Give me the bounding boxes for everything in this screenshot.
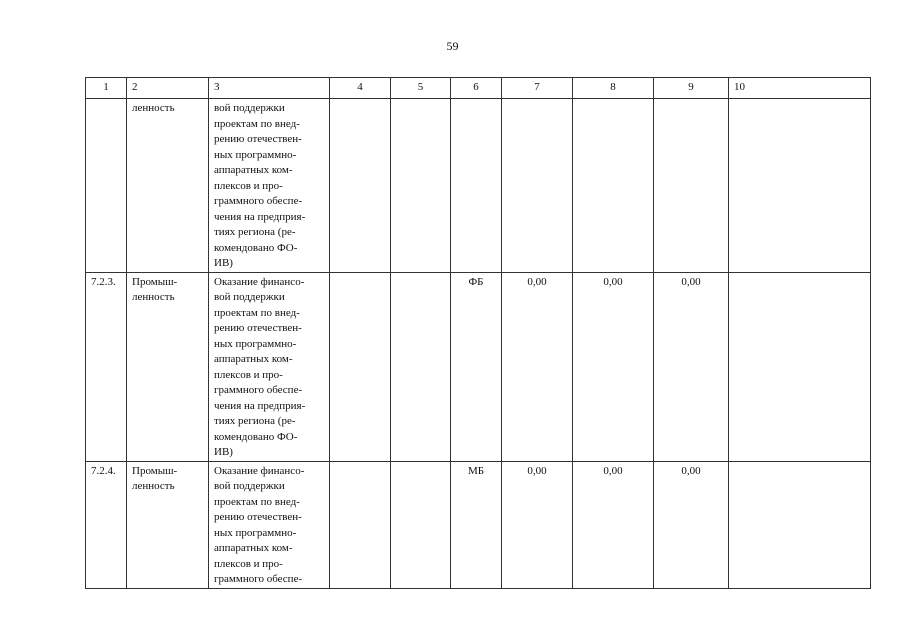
header-col-7: 7 — [502, 78, 573, 99]
description-cell — [209, 461, 330, 588]
header-row — [86, 78, 871, 99]
budget-table — [85, 77, 871, 589]
header-col-4: 4 — [330, 78, 391, 99]
amount-col-9-cell: 0,00 — [654, 461, 729, 588]
description-text: Оказание финансо- вой поддержки проектам по внед- рению отечествен- ных программно- аппаратных ком- плексов и про- граммного обеспе- чения на предприя- тиях региона (ре- комендовано ФО- ИВ) — [214, 275, 306, 458]
header-col-3: 3 — [209, 78, 330, 99]
sector-text: Промыш- ленность — [132, 275, 178, 303]
col-10-cell — [729, 461, 871, 588]
amount-col-7-cell: 0,00 — [502, 272, 573, 461]
amount-col-7-cell — [502, 99, 573, 273]
table-row — [86, 99, 871, 273]
header-col-1: 1 — [86, 78, 127, 99]
funding-source-cell: ФБ — [451, 272, 502, 461]
col-5-cell — [391, 99, 451, 273]
header-col-10: 10 — [729, 78, 871, 99]
description-cell — [209, 272, 330, 461]
amount-col-8-cell: 0,00 — [573, 272, 654, 461]
sector-cell — [127, 272, 209, 461]
table-row — [86, 272, 871, 461]
header-col-8: 8 — [573, 78, 654, 99]
row-number-cell: 7.2.4. — [86, 461, 127, 588]
row-number-cell — [86, 99, 127, 273]
header-col-2: 2 — [127, 78, 209, 99]
header-col-6: 6 — [451, 78, 502, 99]
row-number-cell: 7.2.3. — [86, 272, 127, 461]
amount-col-9-cell: 0,00 — [654, 272, 729, 461]
col-5-cell — [391, 461, 451, 588]
sector-text: Промыш- ленность — [132, 464, 178, 492]
amount-col-8-cell: 0,00 — [573, 461, 654, 588]
sector-cell — [127, 461, 209, 588]
header-col-9: 9 — [654, 78, 729, 99]
amount-col-8-cell — [573, 99, 654, 273]
description-text: вой поддержки проектам по внед- рению отечествен- ных программно- аппаратных ком- плексов и про- граммного обеспе- чения на предприя- тиях региона (ре- комендовано ФО- ИВ) — [214, 102, 306, 269]
table-row — [86, 461, 871, 588]
description-text: Оказание финансо- вой поддержки проектам по внед- рению отечествен- ных программно- аппаратных ком- плексов и про- граммного обеспе- — [214, 464, 305, 585]
col-5-cell — [391, 272, 451, 461]
col-4-cell — [330, 99, 391, 273]
amount-col-9-cell — [654, 99, 729, 273]
col-10-cell — [729, 272, 871, 461]
funding-source-cell — [451, 99, 502, 273]
amount-col-7-cell: 0,00 — [502, 461, 573, 588]
col-4-cell — [330, 272, 391, 461]
funding-source-cell: МБ — [451, 461, 502, 588]
col-4-cell — [330, 461, 391, 588]
page-number: 59 — [446, 39, 459, 53]
sector-cell: ленность — [127, 99, 209, 273]
col-10-cell — [729, 99, 871, 273]
header-col-5: 5 — [391, 78, 451, 99]
description-cell — [209, 99, 330, 273]
